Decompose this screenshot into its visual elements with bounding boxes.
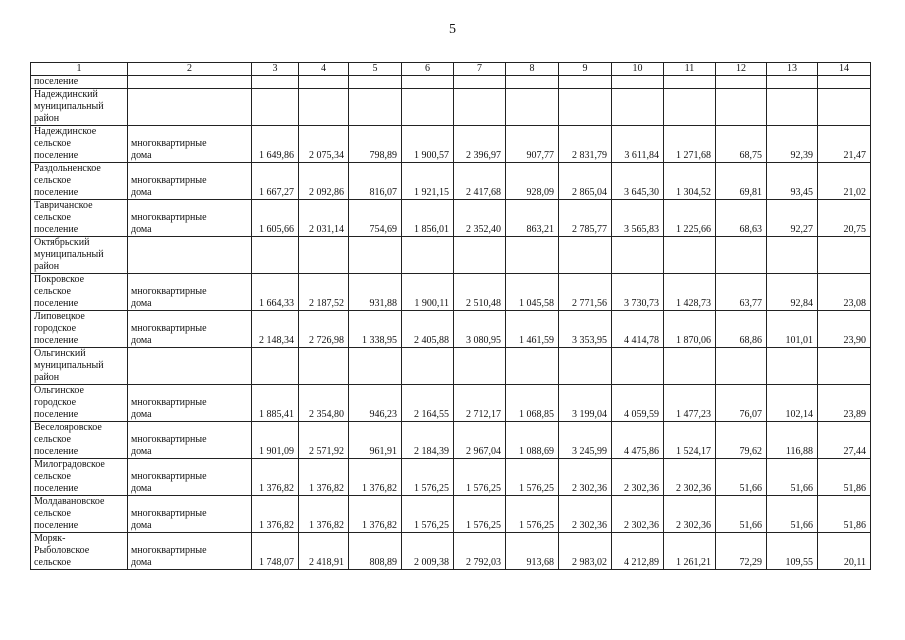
column-header: 7 [454, 63, 506, 76]
name-line: Ольгинское [34, 385, 84, 396]
value-cell: 23,90 [818, 311, 871, 348]
name-line: муниципальный [34, 101, 104, 112]
type-line: дома [131, 483, 152, 494]
value-cell: 2 712,17 [454, 385, 506, 422]
value-cell: 2 302,36 [664, 496, 716, 533]
value-cell: 961,91 [349, 422, 402, 459]
column-header: 12 [716, 63, 767, 76]
value-cell: 2 075,34 [299, 126, 349, 163]
value-cell: 1 667,27 [252, 163, 299, 200]
value-cell: 1 576,25 [402, 496, 454, 533]
value-cell: 51,86 [818, 459, 871, 496]
name-line: сельское [34, 286, 71, 297]
table-row [31, 76, 871, 89]
municipality-name [31, 89, 128, 126]
name-line: сельское [34, 212, 71, 223]
value-cell: 21,02 [818, 163, 871, 200]
value-cell: 816,07 [349, 163, 402, 200]
housing-type [128, 237, 252, 274]
value-cell: 1 477,23 [664, 385, 716, 422]
value-cell: 1 338,95 [349, 311, 402, 348]
value-cell: 1 900,11 [402, 274, 454, 311]
value-cell [818, 76, 871, 89]
value-cell: 92,27 [767, 200, 818, 237]
value-cell: 1 870,06 [664, 311, 716, 348]
name-line: городское [34, 323, 77, 334]
type-line: дома [131, 409, 152, 420]
value-cell [252, 76, 299, 89]
value-cell [559, 76, 612, 89]
value-cell [402, 76, 454, 89]
value-cell: 1 576,25 [506, 459, 559, 496]
value-cell: 2 418,91 [299, 533, 349, 570]
name-line: Тавричанское [34, 200, 93, 211]
municipality-name [31, 274, 128, 311]
value-cell [349, 348, 402, 385]
name-line: Ольгинский [34, 348, 86, 359]
value-cell: 1 885,41 [252, 385, 299, 422]
value-cell [252, 348, 299, 385]
value-cell: 2 184,39 [402, 422, 454, 459]
name-line: район [34, 113, 60, 124]
name-line: поселение [34, 76, 79, 87]
value-cell: 1 376,82 [299, 459, 349, 496]
value-cell [299, 76, 349, 89]
value-cell [454, 89, 506, 126]
value-cell: 1 068,85 [506, 385, 559, 422]
value-cell [767, 237, 818, 274]
value-cell: 1 649,86 [252, 126, 299, 163]
value-cell: 1 900,57 [402, 126, 454, 163]
value-cell: 1 576,25 [454, 459, 506, 496]
housing-type [128, 126, 252, 163]
type-line: дома [131, 298, 152, 309]
type-line: дома [131, 557, 152, 568]
housing-type [128, 163, 252, 200]
value-cell: 102,14 [767, 385, 818, 422]
value-cell: 68,86 [716, 311, 767, 348]
value-cell: 1 605,66 [252, 200, 299, 237]
value-cell: 68,63 [716, 200, 767, 237]
value-cell [506, 237, 559, 274]
value-cell [402, 89, 454, 126]
value-cell: 63,77 [716, 274, 767, 311]
type-line: дома [131, 520, 152, 531]
value-cell: 51,66 [716, 459, 767, 496]
housing-type [128, 496, 252, 533]
value-cell: 928,09 [506, 163, 559, 200]
type-line: многоквартирные [131, 397, 207, 408]
value-cell [716, 348, 767, 385]
table-row [31, 126, 871, 163]
value-cell: 1 576,25 [506, 496, 559, 533]
value-cell: 68,75 [716, 126, 767, 163]
value-cell: 3 611,84 [612, 126, 664, 163]
value-cell: 3 645,30 [612, 163, 664, 200]
value-cell: 21,47 [818, 126, 871, 163]
value-cell [299, 89, 349, 126]
value-cell: 23,89 [818, 385, 871, 422]
value-cell: 1 261,21 [664, 533, 716, 570]
value-cell: 931,88 [349, 274, 402, 311]
value-cell: 4 475,86 [612, 422, 664, 459]
column-header: 14 [818, 63, 871, 76]
value-cell: 20,75 [818, 200, 871, 237]
value-cell: 863,21 [506, 200, 559, 237]
value-cell: 907,77 [506, 126, 559, 163]
name-line: Надеждинское [34, 126, 97, 137]
name-line: сельское [34, 471, 71, 482]
page-number: 5 [449, 22, 456, 37]
value-cell: 2 009,38 [402, 533, 454, 570]
value-cell [716, 76, 767, 89]
value-cell: 101,01 [767, 311, 818, 348]
municipality-name [31, 237, 128, 274]
municipality-name [31, 422, 128, 459]
municipality-name [31, 76, 128, 89]
housing-type [128, 76, 252, 89]
value-cell: 1 225,66 [664, 200, 716, 237]
value-cell: 51,66 [767, 496, 818, 533]
value-cell [349, 76, 402, 89]
value-cell [612, 348, 664, 385]
column-header: 11 [664, 63, 716, 76]
value-cell: 3 245,99 [559, 422, 612, 459]
type-line: многоквартирные [131, 212, 207, 223]
table-row [31, 385, 871, 422]
table-row [31, 163, 871, 200]
column-header: 2 [128, 63, 252, 76]
value-cell: 51,86 [818, 496, 871, 533]
value-cell: 72,29 [716, 533, 767, 570]
table-row [31, 422, 871, 459]
value-cell: 1 376,82 [349, 496, 402, 533]
name-line: район [34, 372, 60, 383]
value-cell: 2 187,52 [299, 274, 349, 311]
value-cell: 4 059,59 [612, 385, 664, 422]
value-cell: 2 352,40 [454, 200, 506, 237]
housing-type [128, 89, 252, 126]
value-cell: 1 856,01 [402, 200, 454, 237]
value-cell [716, 237, 767, 274]
value-cell: 79,62 [716, 422, 767, 459]
value-cell: 2 726,98 [299, 311, 349, 348]
tariff-table [30, 62, 871, 570]
name-line: поселение [34, 335, 79, 346]
value-cell: 1 921,15 [402, 163, 454, 200]
value-cell [454, 237, 506, 274]
value-cell: 116,88 [767, 422, 818, 459]
municipality-name [31, 200, 128, 237]
name-line: поселение [34, 224, 79, 235]
municipality-name [31, 163, 128, 200]
value-cell: 2 967,04 [454, 422, 506, 459]
column-header: 9 [559, 63, 612, 76]
value-cell: 4 414,78 [612, 311, 664, 348]
value-cell [506, 89, 559, 126]
column-number-row [31, 63, 871, 76]
value-cell [559, 348, 612, 385]
value-cell [506, 348, 559, 385]
name-line: муниципальный [34, 249, 104, 260]
value-cell: 2 831,79 [559, 126, 612, 163]
municipality-name [31, 311, 128, 348]
value-cell: 1 376,82 [252, 459, 299, 496]
name-line: Покровское [34, 274, 85, 285]
column-header: 10 [612, 63, 664, 76]
municipality-name [31, 385, 128, 422]
municipality-name [31, 533, 128, 570]
value-cell: 1 045,58 [506, 274, 559, 311]
name-line: Рыболовское [34, 545, 90, 556]
name-line: поселение [34, 520, 79, 531]
value-cell: 2 510,48 [454, 274, 506, 311]
value-cell: 1 376,82 [252, 496, 299, 533]
value-cell: 2 571,92 [299, 422, 349, 459]
value-cell [767, 348, 818, 385]
value-cell: 2 354,80 [299, 385, 349, 422]
column-header: 4 [299, 63, 349, 76]
name-line: сельское [34, 138, 71, 149]
type-line: многоквартирные [131, 545, 207, 556]
value-cell: 3 199,04 [559, 385, 612, 422]
value-cell [612, 76, 664, 89]
table-row [31, 237, 871, 274]
name-line: поселение [34, 187, 79, 198]
name-line: поселение [34, 483, 79, 494]
column-header: 5 [349, 63, 402, 76]
value-cell: 3 353,95 [559, 311, 612, 348]
value-cell [612, 237, 664, 274]
value-cell: 2 785,77 [559, 200, 612, 237]
column-header: 3 [252, 63, 299, 76]
table-row [31, 496, 871, 533]
value-cell [818, 89, 871, 126]
value-cell: 798,89 [349, 126, 402, 163]
table-row [31, 459, 871, 496]
value-cell: 2 302,36 [664, 459, 716, 496]
value-cell: 1 271,68 [664, 126, 716, 163]
value-cell: 93,45 [767, 163, 818, 200]
value-cell: 2 983,02 [559, 533, 612, 570]
value-cell [559, 237, 612, 274]
value-cell: 92,84 [767, 274, 818, 311]
value-cell: 3 730,73 [612, 274, 664, 311]
value-cell [818, 348, 871, 385]
type-line: дома [131, 150, 152, 161]
value-cell: 2 092,86 [299, 163, 349, 200]
column-header: 1 [31, 63, 128, 76]
value-cell: 1 664,33 [252, 274, 299, 311]
value-cell [299, 237, 349, 274]
value-cell: 946,23 [349, 385, 402, 422]
name-line: сельское [34, 557, 71, 568]
value-cell [716, 89, 767, 126]
municipality-name [31, 126, 128, 163]
value-cell: 2 302,36 [612, 496, 664, 533]
value-cell [612, 89, 664, 126]
housing-type [128, 200, 252, 237]
name-line: Веселояровское [34, 422, 102, 433]
name-line: Моряк- [34, 533, 66, 544]
value-cell [454, 348, 506, 385]
table-row [31, 274, 871, 311]
value-cell: 1 376,82 [349, 459, 402, 496]
municipality-name [31, 496, 128, 533]
value-cell [299, 348, 349, 385]
value-cell: 27,44 [818, 422, 871, 459]
value-cell [252, 89, 299, 126]
value-cell [402, 348, 454, 385]
value-cell: 754,69 [349, 200, 402, 237]
value-cell [664, 89, 716, 126]
housing-type [128, 533, 252, 570]
housing-type [128, 385, 252, 422]
value-cell [402, 237, 454, 274]
value-cell: 2 302,36 [559, 459, 612, 496]
housing-type [128, 311, 252, 348]
name-line: Милоградовское [34, 459, 105, 470]
municipality-name [31, 459, 128, 496]
type-line: многоквартирные [131, 286, 207, 297]
name-line: Молдавановское [34, 496, 105, 507]
value-cell: 2 031,14 [299, 200, 349, 237]
type-line: многоквартирные [131, 434, 207, 445]
name-line: сельское [34, 434, 71, 445]
name-line: поселение [34, 409, 79, 420]
value-cell [252, 237, 299, 274]
value-cell: 2 164,55 [402, 385, 454, 422]
name-line: Надеждинский [34, 89, 98, 100]
type-line: дома [131, 187, 152, 198]
type-line: многоквартирные [131, 175, 207, 186]
name-line: поселение [34, 298, 79, 309]
housing-type [128, 348, 252, 385]
value-cell [767, 76, 818, 89]
value-cell: 1 428,73 [664, 274, 716, 311]
value-cell: 1 576,25 [402, 459, 454, 496]
value-cell: 2 771,56 [559, 274, 612, 311]
value-cell: 4 212,89 [612, 533, 664, 570]
name-line: район [34, 261, 60, 272]
value-cell: 1 748,07 [252, 533, 299, 570]
name-line: поселение [34, 150, 79, 161]
column-header: 13 [767, 63, 818, 76]
name-line: Октябрьский [34, 237, 90, 248]
housing-type [128, 422, 252, 459]
value-cell: 1 901,09 [252, 422, 299, 459]
value-cell: 808,89 [349, 533, 402, 570]
name-line: городское [34, 397, 77, 408]
table-row [31, 348, 871, 385]
value-cell: 51,66 [767, 459, 818, 496]
municipality-name [31, 348, 128, 385]
value-cell: 3 080,95 [454, 311, 506, 348]
value-cell: 1 088,69 [506, 422, 559, 459]
name-line: муниципальный [34, 360, 104, 371]
value-cell: 23,08 [818, 274, 871, 311]
type-line: многоквартирные [131, 138, 207, 149]
value-cell [349, 237, 402, 274]
value-cell: 76,07 [716, 385, 767, 422]
table-row [31, 89, 871, 126]
value-cell [349, 89, 402, 126]
value-cell: 92,39 [767, 126, 818, 163]
value-cell: 1 524,17 [664, 422, 716, 459]
type-line: многоквартирные [131, 323, 207, 334]
value-cell: 2 417,68 [454, 163, 506, 200]
type-line: дома [131, 446, 152, 457]
type-line: многоквартирные [131, 471, 207, 482]
table-row [31, 311, 871, 348]
name-line: поселение [34, 446, 79, 457]
value-cell [664, 348, 716, 385]
name-line: Липовецкое [34, 311, 85, 322]
value-cell: 51,66 [716, 496, 767, 533]
value-cell: 3 565,83 [612, 200, 664, 237]
value-cell: 2 396,97 [454, 126, 506, 163]
name-line: сельское [34, 508, 71, 519]
value-cell: 2 302,36 [559, 496, 612, 533]
type-line: многоквартирные [131, 508, 207, 519]
value-cell [454, 76, 506, 89]
value-cell: 20,11 [818, 533, 871, 570]
value-cell: 109,55 [767, 533, 818, 570]
value-cell: 69,81 [716, 163, 767, 200]
value-cell: 2 302,36 [612, 459, 664, 496]
type-line: дома [131, 224, 152, 235]
column-header: 6 [402, 63, 454, 76]
value-cell [767, 89, 818, 126]
value-cell: 1 576,25 [454, 496, 506, 533]
value-cell: 1 461,59 [506, 311, 559, 348]
value-cell: 1 376,82 [299, 496, 349, 533]
value-cell: 2 405,88 [402, 311, 454, 348]
housing-type [128, 274, 252, 311]
value-cell: 913,68 [506, 533, 559, 570]
value-cell [506, 76, 559, 89]
column-header: 8 [506, 63, 559, 76]
value-cell: 1 304,52 [664, 163, 716, 200]
type-line: дома [131, 335, 152, 346]
value-cell [559, 89, 612, 126]
value-cell: 2 148,34 [252, 311, 299, 348]
table-row [31, 200, 871, 237]
value-cell [664, 237, 716, 274]
value-cell [818, 237, 871, 274]
housing-type [128, 459, 252, 496]
value-cell: 2 792,03 [454, 533, 506, 570]
value-cell [664, 76, 716, 89]
name-line: Раздольненское [34, 163, 101, 174]
value-cell: 2 865,04 [559, 163, 612, 200]
name-line: сельское [34, 175, 71, 186]
table-row [31, 533, 871, 570]
